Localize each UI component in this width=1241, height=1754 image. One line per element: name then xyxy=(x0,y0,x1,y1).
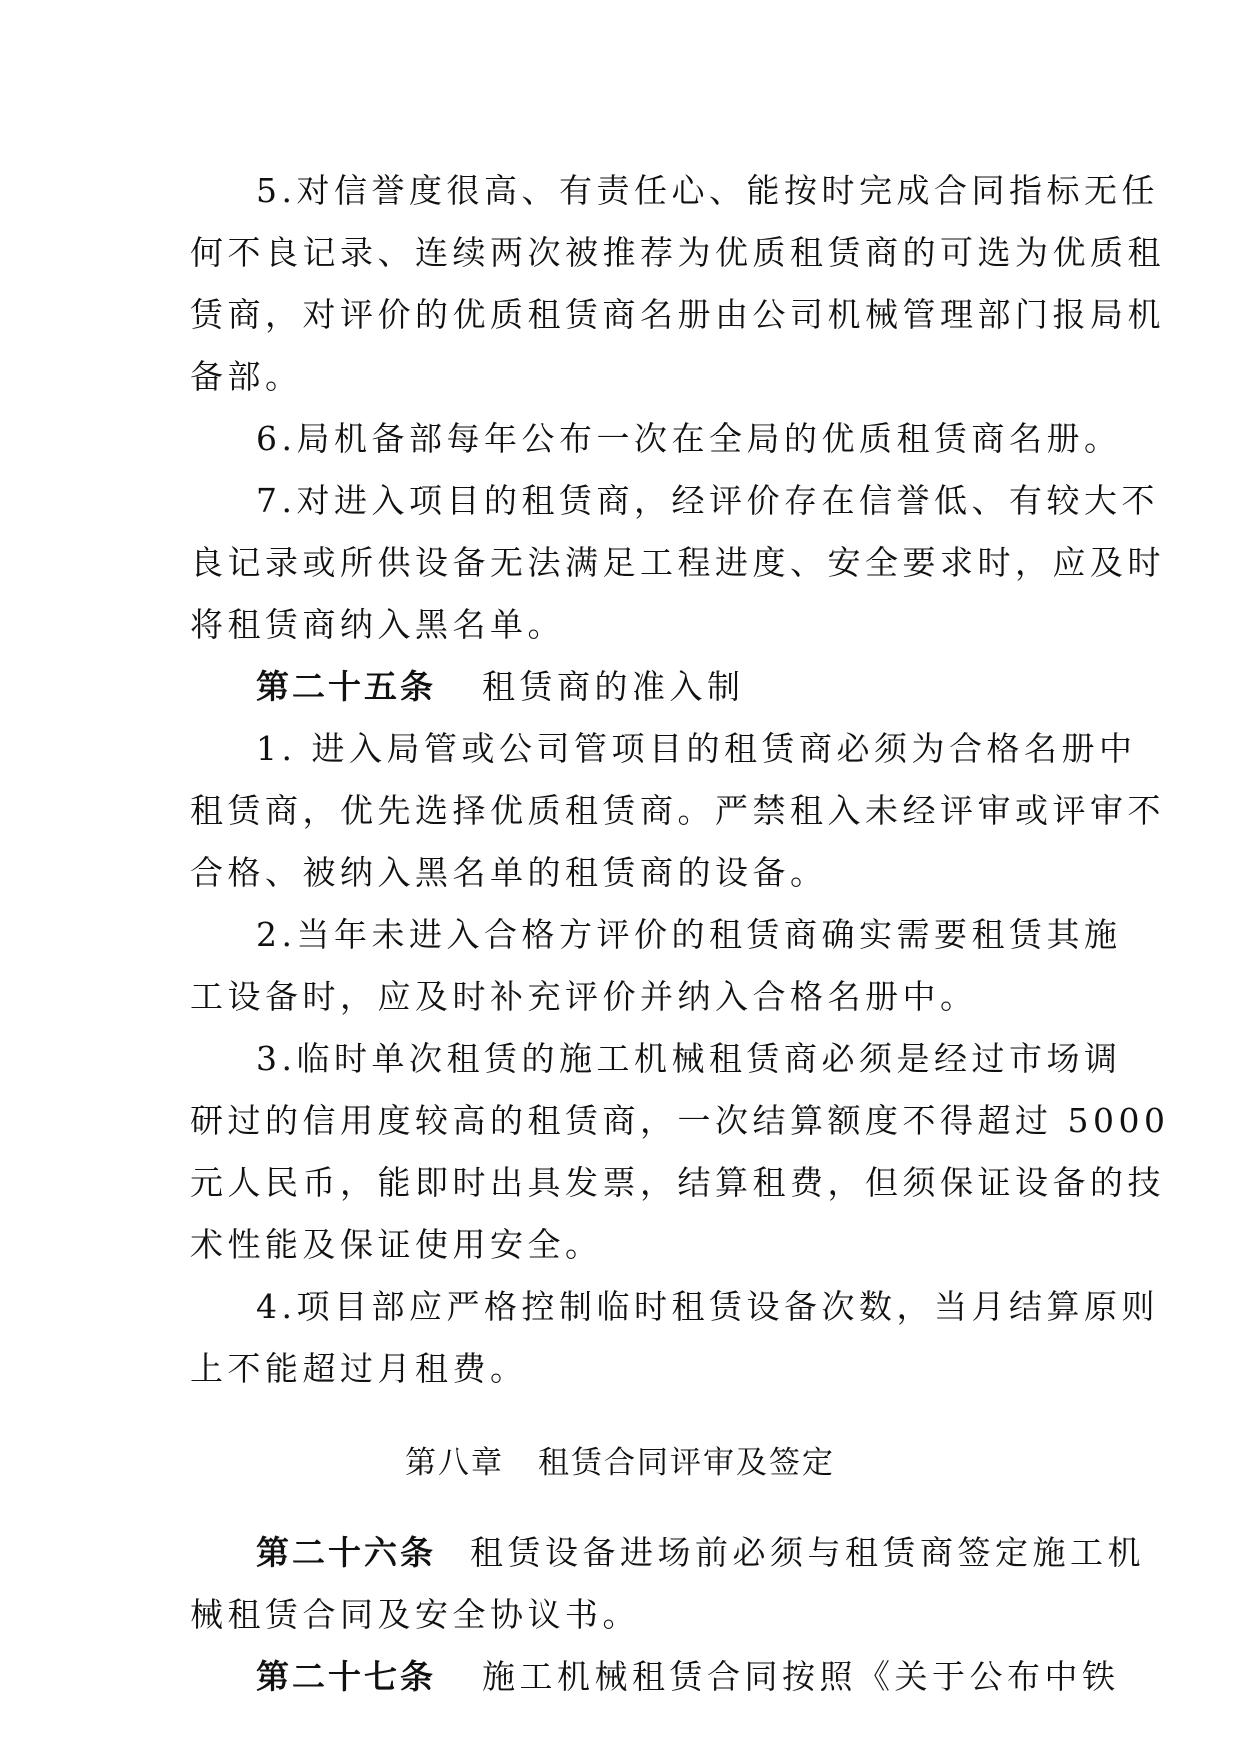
article-number: 第二十五条 xyxy=(256,667,436,706)
chapter-heading xyxy=(190,1404,1050,1522)
article-text: 租赁设备进场前必须与租赁商签定施工机 xyxy=(470,1533,1145,1572)
paragraph-line: 元人民币，能即时出具发票，结算租费，但须保证设备的技 xyxy=(190,1163,1165,1202)
paragraph-line: 何不良记录、连续两次被推荐为优质租赁商的可选为优质租 xyxy=(190,233,1165,272)
paragraph-line: 7.对进入项目的租赁商，经评价存在信誉低、有较大不 xyxy=(256,481,1159,520)
paragraph-line: 合格、被纳入黑名单的租赁商的设备。 xyxy=(190,853,828,892)
paragraph-line: 将租赁商纳入黑名单。 xyxy=(190,605,565,644)
article-heading xyxy=(190,656,1050,718)
paragraph-line: 上不能超过月租费。 xyxy=(190,1349,528,1388)
article-number: 第二十六条 xyxy=(256,1533,436,1572)
paragraph-line: 良记录或所供设备无法满足工程进度、安全要求时，应及时 xyxy=(190,543,1165,582)
article-line xyxy=(190,1522,1145,1584)
article-title: 租赁商的准入制 xyxy=(482,667,745,706)
paragraph-line: 械租赁合同及安全协议书。 xyxy=(190,1595,640,1634)
paragraph-line: 赁商，对评价的优质租赁商名册由公司机械管理部门报局机 xyxy=(190,295,1165,334)
chapter-title: 租赁合同评审及签定 xyxy=(538,1445,835,1481)
paragraph-line: 备部。 xyxy=(190,357,303,396)
paragraph-line: 5.对信誉度很高、有责任心、能按时完成合同指标无任 xyxy=(256,171,1159,210)
paragraph-line: 4.项目部应严格控制临时租赁设备次数，当月结算原则 xyxy=(256,1287,1159,1326)
article-line xyxy=(190,1646,1120,1708)
paragraph-line: 研过的信用度较高的租赁商，一次结算额度不得超过 5000 xyxy=(190,1101,1170,1140)
paragraph-line: 6.局机备部每年公布一次在全局的优质租赁商名册。 xyxy=(256,419,1122,458)
paragraph-line: 3.临时单次租赁的施工机械租赁商必须是经过市场调 xyxy=(256,1039,1122,1078)
paragraph-line: 2.当年未进入合格方评价的租赁商确实需要租赁其施 xyxy=(256,915,1122,954)
document-page xyxy=(190,160,1170,1708)
chapter-number: 第八章 xyxy=(405,1445,504,1481)
article-text: 施工机械租赁合同按照《关于公布中铁 xyxy=(482,1657,1120,1696)
paragraph-line: 工设备时，应及时补充评价并纳入合格名册中。 xyxy=(190,977,978,1016)
article-number: 第二十七条 xyxy=(256,1657,436,1696)
paragraph-line: 租赁商，优先选择优质租赁商。严禁租入未经评审或评审不 xyxy=(190,791,1165,830)
paragraph-line: 1. 进入局管或公司管项目的租赁商必须为合格名册中 xyxy=(256,729,1137,768)
paragraph-line: 术性能及保证使用安全。 xyxy=(190,1225,603,1264)
